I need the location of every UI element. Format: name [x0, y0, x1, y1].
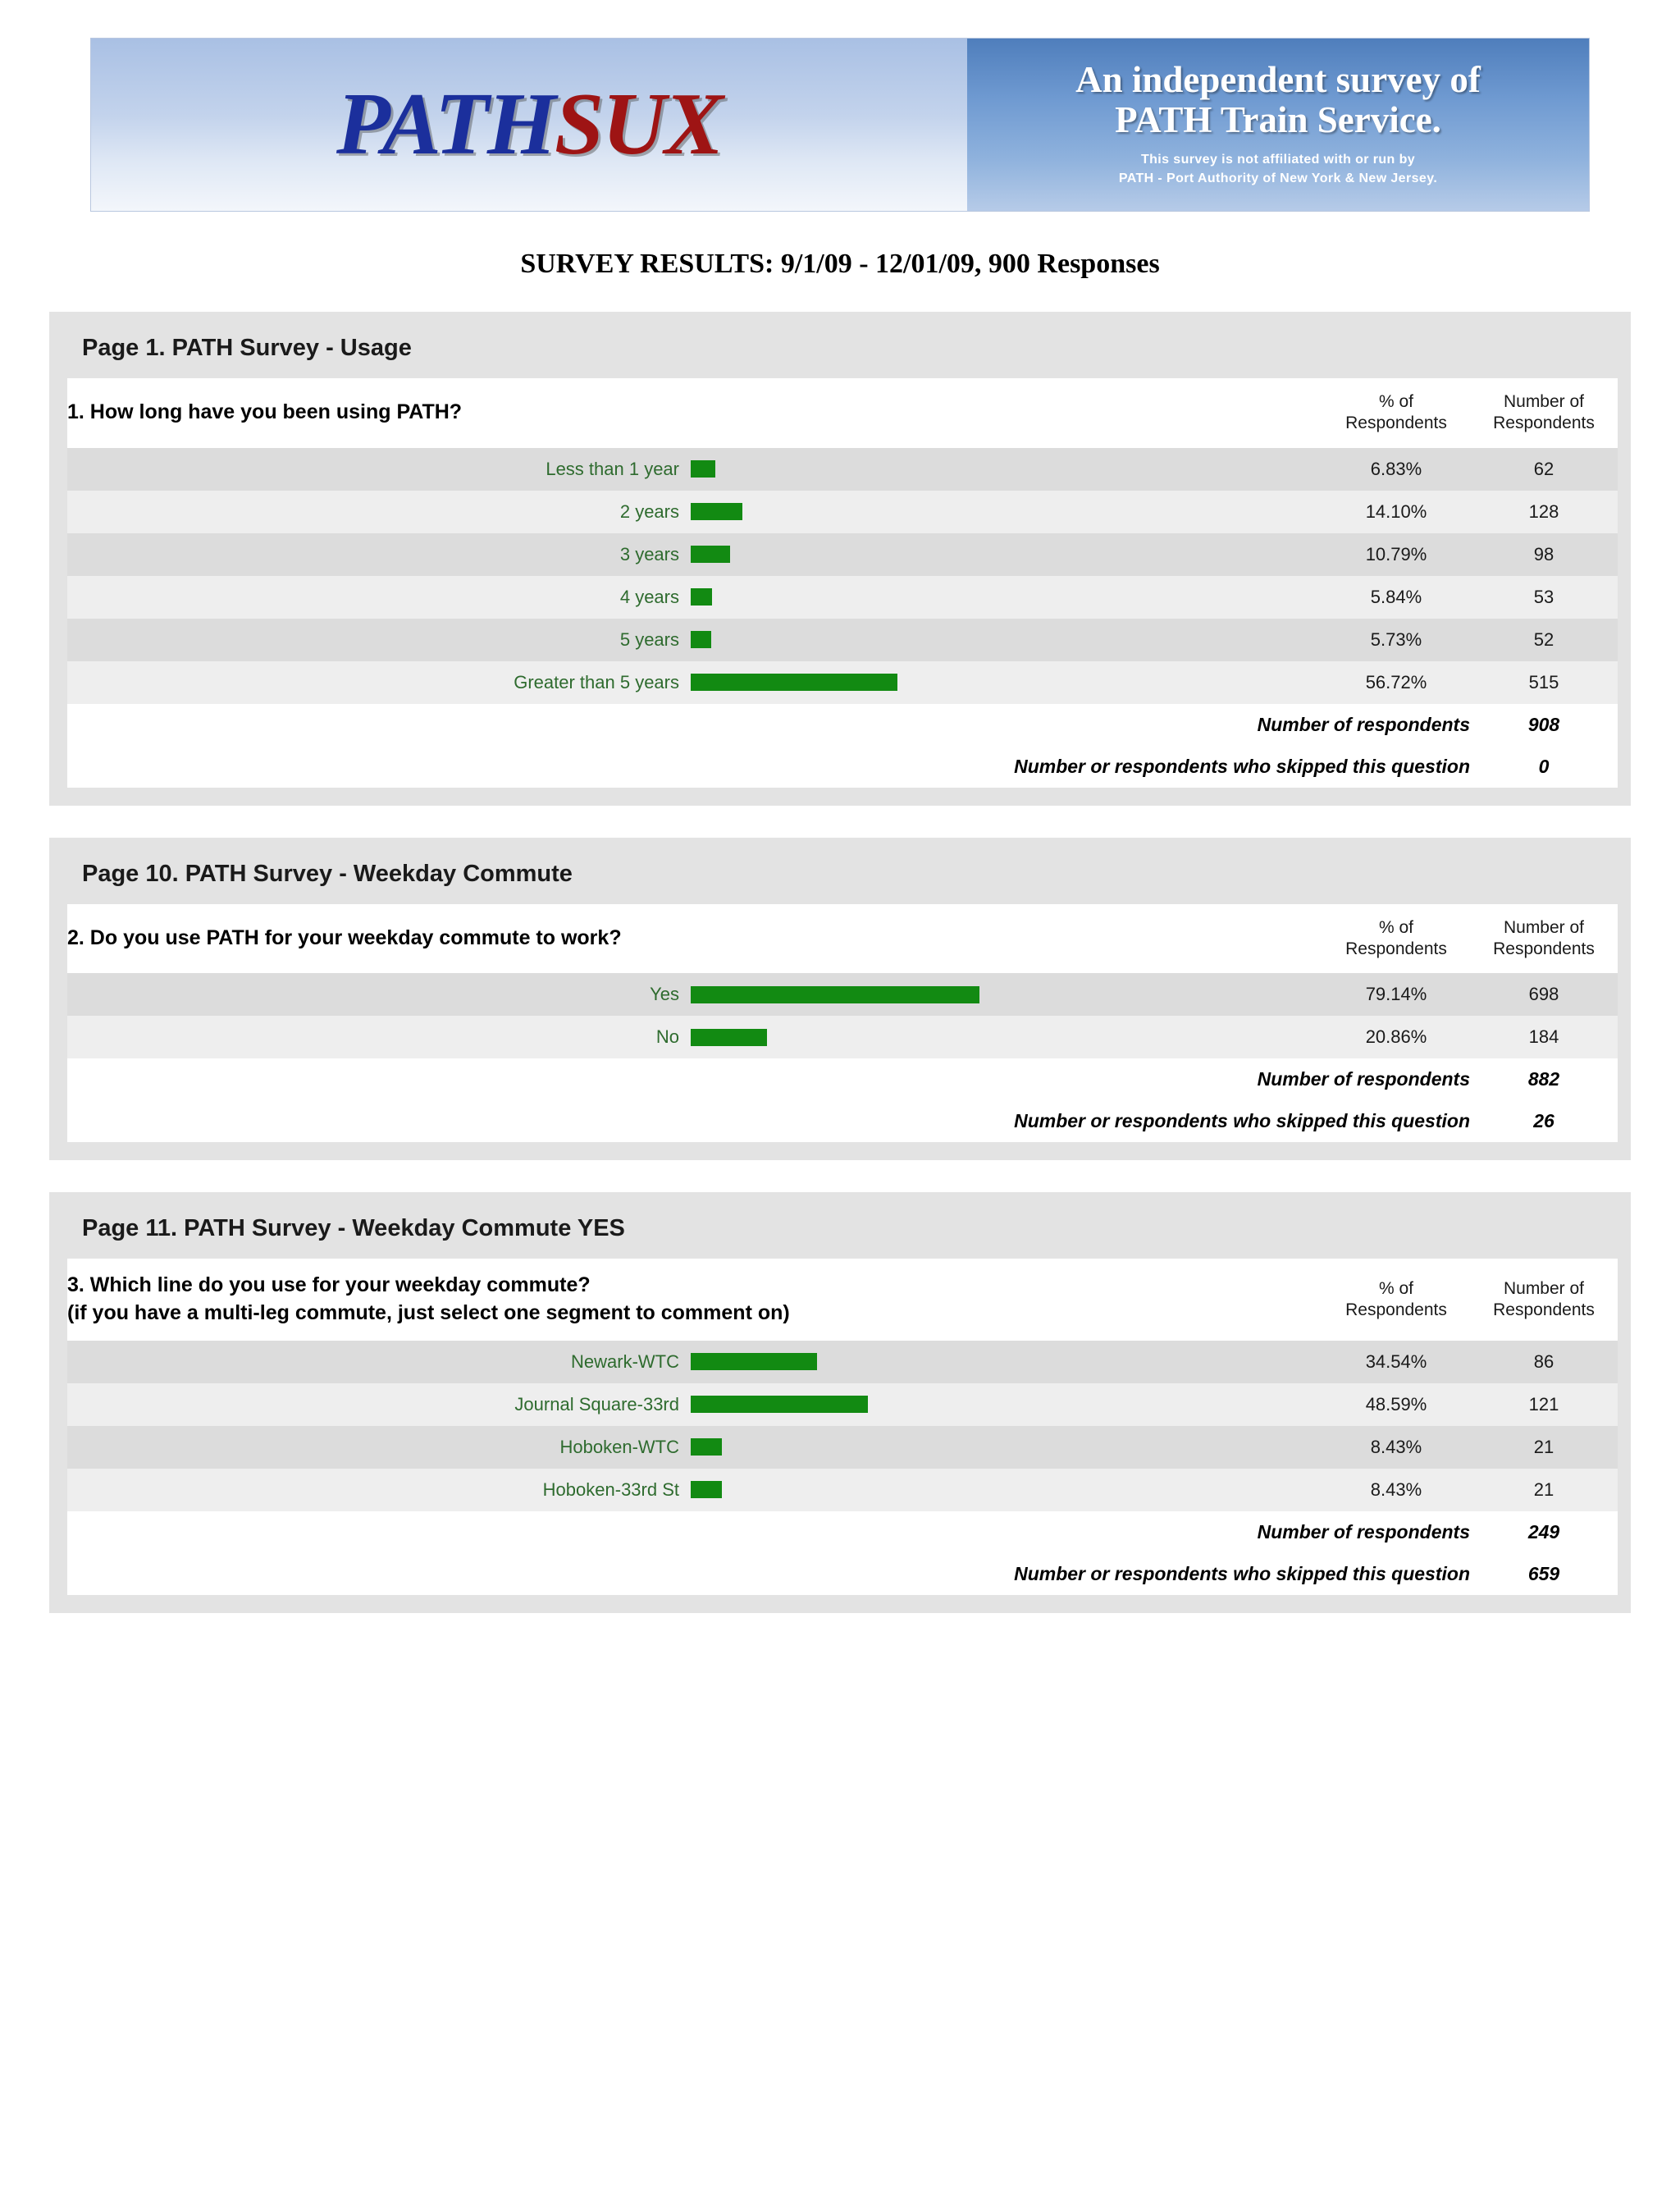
- answer-percent: 8.43%: [1322, 1469, 1470, 1511]
- column-header-percent: [1322, 378, 1470, 448]
- question-header-row: [67, 1259, 1618, 1341]
- answer-bar-container: [67, 587, 1322, 608]
- skipped-label: Number or respondents who skipped this question: [67, 1553, 1470, 1595]
- column-header-percent-line2: Respondents: [1345, 939, 1447, 958]
- answer-bar-track: [691, 631, 1322, 648]
- answer-label: 5 years: [619, 628, 679, 650]
- column-header-percent: [1322, 1259, 1470, 1341]
- answer-label-and-bar: [67, 448, 1322, 491]
- tagline-line-1: An independent survey of: [1075, 59, 1481, 101]
- answer-row: [67, 1426, 1618, 1469]
- respondents-label: Number of respondents: [67, 1058, 1470, 1100]
- page-title: SURVEY RESULTS: 9/1/09 - 12/01/09, 900 Responses: [520, 249, 1160, 279]
- question-header-row: [67, 904, 1618, 974]
- answer-percent: 5.73%: [1322, 619, 1470, 661]
- answer-percent: 10.79%: [1322, 533, 1470, 576]
- answer-bar: [691, 986, 979, 1003]
- column-header-count-line1: Number of: [1503, 917, 1585, 937]
- answer-bar-container: [67, 1026, 1322, 1048]
- answer-row: [67, 661, 1618, 704]
- site-banner: [90, 38, 1590, 212]
- answer-count: 98: [1470, 533, 1618, 576]
- site-logo: [336, 75, 723, 173]
- disclaimer-line-1: This survey is not affiliated with or run by: [1140, 152, 1416, 167]
- answer-label-and-bar: [67, 661, 1322, 704]
- answer-label: Hoboken-33rd St: [542, 1478, 679, 1500]
- answer-label-and-bar: [67, 973, 1322, 1016]
- answer-label: Less than 1 year: [546, 458, 679, 479]
- answer-label: Yes: [650, 984, 679, 1004]
- answer-label-and-bar: [67, 619, 1322, 661]
- respondents-value: 908: [1470, 704, 1618, 746]
- column-header-percent-line1: % of: [1378, 392, 1414, 411]
- survey-results-page: [0, 38, 1680, 1613]
- question-text-sub: (if you have a multi-leg commute, just select one segment to comment on): [67, 1300, 790, 1324]
- answer-percent: 14.10%: [1322, 491, 1470, 533]
- question-table: [67, 1259, 1618, 1595]
- column-header-count: [1470, 378, 1618, 448]
- logo-path-text: PATH: [336, 75, 555, 173]
- logo-sux-text: SUX: [554, 75, 723, 173]
- column-header-count: [1470, 1259, 1618, 1341]
- survey-block: [49, 312, 1631, 806]
- respondents-row: [67, 1058, 1618, 1100]
- skipped-label: Number or respondents who skipped this question: [67, 1100, 1470, 1142]
- answer-label-and-bar: [67, 533, 1322, 576]
- answer-count: 184: [1470, 1016, 1618, 1058]
- answer-bar-container: [67, 672, 1322, 693]
- answer-row: [67, 1341, 1618, 1383]
- answer-percent: 6.83%: [1322, 448, 1470, 491]
- column-header-count: [1470, 904, 1618, 974]
- answer-label: 2 years: [619, 500, 679, 522]
- answer-label: Greater than 5 years: [514, 671, 679, 692]
- answer-bar: [691, 1029, 767, 1046]
- answer-label: 4 years: [619, 586, 679, 607]
- respondents-label: Number of respondents: [67, 1511, 1470, 1553]
- respondents-row: [67, 704, 1618, 746]
- answer-bar-container: [67, 459, 1322, 480]
- answer-bar-container: [67, 1479, 1322, 1501]
- survey-block: [49, 1192, 1631, 1613]
- banner-tagline-area: [967, 39, 1589, 211]
- answer-row: [67, 533, 1618, 576]
- answer-bar-track: [691, 1438, 1322, 1456]
- answer-row: [67, 1016, 1618, 1058]
- answer-count: 62: [1470, 448, 1618, 491]
- question-text-main: 3. Which line do you use for your weekday commute?: [67, 1273, 591, 1296]
- skipped-value: 659: [1470, 1553, 1618, 1595]
- column-header-count-line2: Respondents: [1493, 939, 1595, 958]
- answer-count: 53: [1470, 576, 1618, 619]
- answer-bar-track: [691, 1481, 1322, 1498]
- answer-count: 86: [1470, 1341, 1618, 1383]
- answer-percent: 20.86%: [1322, 1016, 1470, 1058]
- logo-area: [91, 39, 967, 211]
- answer-percent: 5.84%: [1322, 576, 1470, 619]
- answer-bar: [691, 674, 897, 691]
- answer-bar-track: [691, 503, 1322, 520]
- answer-bar-container: [67, 1351, 1322, 1373]
- answer-bar-container: [67, 984, 1322, 1005]
- answer-label-and-bar: [67, 576, 1322, 619]
- answer-count: 515: [1470, 661, 1618, 704]
- answer-bar-container: [67, 1437, 1322, 1458]
- respondents-label: Number of respondents: [67, 704, 1470, 746]
- answer-bar-track: [691, 588, 1322, 606]
- answer-bar-container: [67, 544, 1322, 565]
- answer-bar: [691, 503, 742, 520]
- answer-bar: [691, 1481, 722, 1498]
- column-header-count-line2: Respondents: [1493, 1300, 1595, 1319]
- answer-count: 121: [1470, 1383, 1618, 1426]
- respondents-row: [67, 1511, 1618, 1553]
- column-header-percent-line1: % of: [1378, 917, 1414, 937]
- block-page-title: Page 10. PATH Survey - Weekday Commute: [82, 860, 573, 887]
- answer-row: [67, 448, 1618, 491]
- survey-block: [49, 838, 1631, 1161]
- question-table: [67, 378, 1618, 788]
- answer-bar-track: [691, 1029, 1322, 1046]
- answer-bar-track: [691, 986, 1322, 1003]
- answer-row: [67, 491, 1618, 533]
- skipped-row: [67, 746, 1618, 788]
- disclaimer-line-2: PATH - Port Authority of New York & New Jersey.: [1118, 171, 1438, 185]
- answer-label: Newark-WTC: [571, 1351, 679, 1372]
- answer-label-and-bar: [67, 491, 1322, 533]
- answer-percent: 34.54%: [1322, 1341, 1470, 1383]
- tagline-line-2: PATH Train Service.: [1115, 98, 1441, 140]
- answer-bar: [691, 546, 730, 563]
- skipped-row: [67, 1100, 1618, 1142]
- answer-percent: 79.14%: [1322, 973, 1470, 1016]
- answer-row: [67, 576, 1618, 619]
- answer-percent: 8.43%: [1322, 1426, 1470, 1469]
- answer-bar-track: [691, 460, 1322, 478]
- answer-bar-container: [67, 501, 1322, 523]
- answer-label-and-bar: [67, 1426, 1322, 1469]
- answer-bar: [691, 631, 711, 648]
- answer-bar-track: [691, 674, 1322, 691]
- skipped-value: 26: [1470, 1100, 1618, 1142]
- block-page-title: Page 11. PATH Survey - Weekday Commute YES: [82, 1215, 625, 1241]
- answer-bar-container: [67, 1394, 1322, 1415]
- answer-bar: [691, 460, 715, 478]
- skipped-label: Number or respondents who skipped this question: [67, 746, 1470, 788]
- answer-label: Hoboken-WTC: [559, 1436, 679, 1457]
- answer-row: [67, 973, 1618, 1016]
- answer-row: [67, 1469, 1618, 1511]
- answer-bar-track: [691, 546, 1322, 563]
- column-header-percent-line2: Respondents: [1345, 414, 1447, 433]
- block-page-title: Page 1. PATH Survey - Usage: [82, 335, 412, 361]
- answer-percent: 56.72%: [1322, 661, 1470, 704]
- respondents-value: 882: [1470, 1058, 1618, 1100]
- answer-count: 21: [1470, 1469, 1618, 1511]
- column-header-count-line2: Respondents: [1493, 414, 1595, 433]
- answer-label-and-bar: [67, 1341, 1322, 1383]
- skipped-value: 0: [1470, 746, 1618, 788]
- answer-bar-track: [691, 1396, 1322, 1413]
- answer-label-and-bar: [67, 1383, 1322, 1426]
- question-text: 1. How long have you been using PATH?: [67, 378, 1322, 448]
- answer-percent: 48.59%: [1322, 1383, 1470, 1426]
- question-text: 2. Do you use PATH for your weekday commute to work?: [67, 904, 1322, 974]
- answer-count: 52: [1470, 619, 1618, 661]
- column-header-percent: [1322, 904, 1470, 974]
- answer-label-and-bar: [67, 1016, 1322, 1058]
- column-header-percent-line1: % of: [1378, 1278, 1414, 1298]
- answer-label-and-bar: [67, 1469, 1322, 1511]
- answer-count: 698: [1470, 973, 1618, 1016]
- answer-bar: [691, 1353, 817, 1370]
- answer-row: [67, 1383, 1618, 1426]
- answer-count: 128: [1470, 491, 1618, 533]
- column-header-percent-line2: Respondents: [1345, 1300, 1447, 1319]
- answer-bar-track: [691, 1353, 1322, 1370]
- column-header-count-line1: Number of: [1503, 1278, 1585, 1298]
- answer-count: 21: [1470, 1426, 1618, 1469]
- question-table: [67, 904, 1618, 1143]
- answer-label: Journal Square-33rd: [514, 1393, 679, 1414]
- survey-blocks: [0, 312, 1680, 1613]
- answer-label: 3 years: [619, 543, 679, 564]
- column-header-count-line1: Number of: [1503, 392, 1585, 411]
- answer-row: [67, 619, 1618, 661]
- answer-label: No: [655, 1026, 679, 1047]
- question-header-row: [67, 378, 1618, 448]
- answer-bar: [691, 588, 712, 606]
- answer-bar: [691, 1438, 722, 1456]
- question-text: [67, 1259, 1322, 1341]
- respondents-value: 249: [1470, 1511, 1618, 1553]
- skipped-row: [67, 1553, 1618, 1595]
- answer-bar-container: [67, 629, 1322, 651]
- answer-bar: [691, 1396, 868, 1413]
